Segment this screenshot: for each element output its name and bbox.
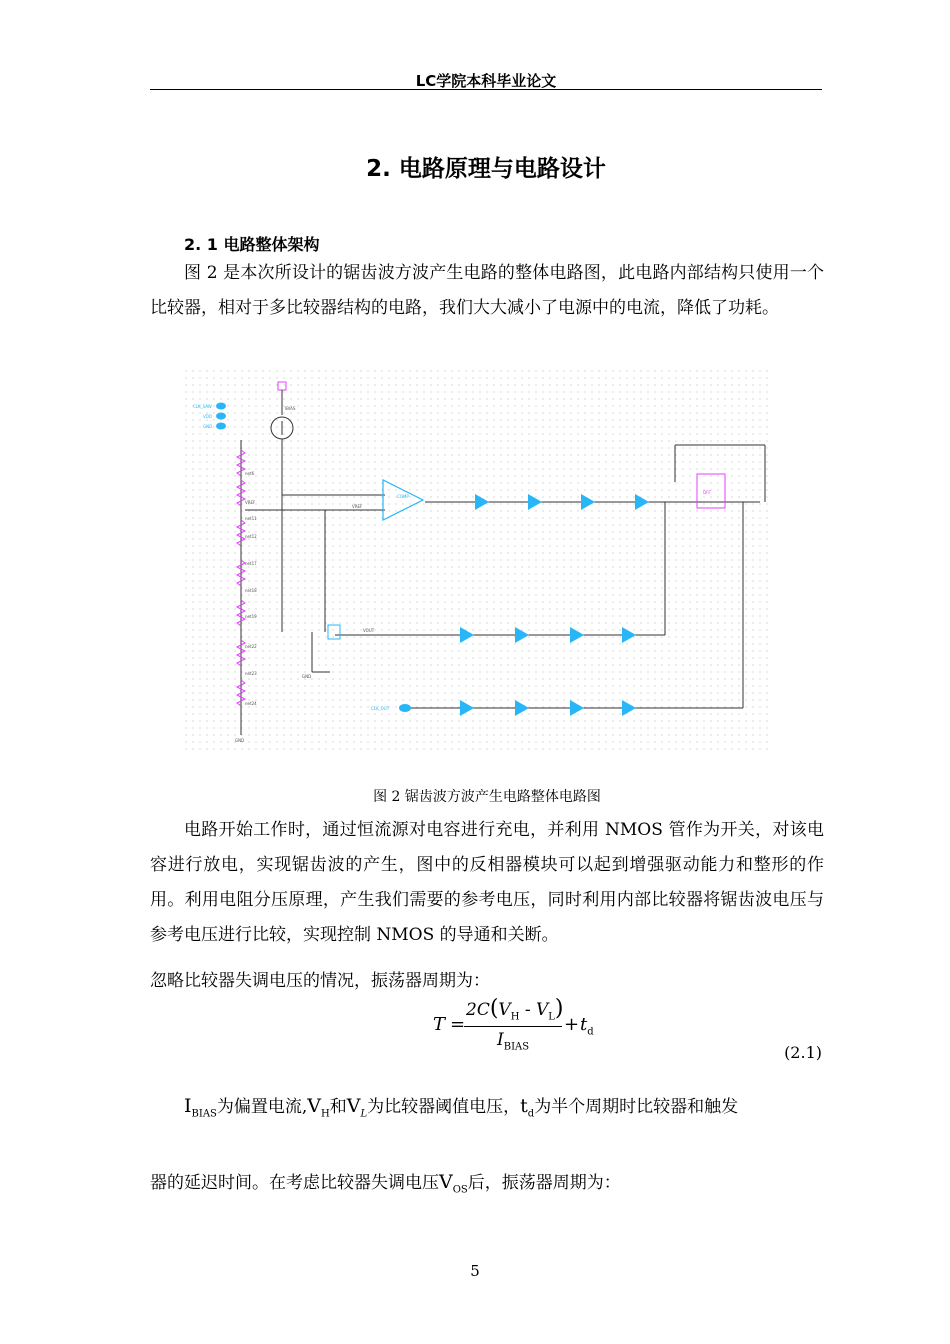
section-title: 2. 1 电路整体架构	[184, 235, 320, 254]
ladder-label: net6	[245, 471, 255, 476]
paragraph-intro: 图 2 是本次所设计的锯齿波方波产生电路的整体电路图，此电路内部结构只使用一个比较器，相对于多比较器结构的电路，我们大大减小了电源中的电流，降低了功耗。	[150, 263, 824, 318]
circuit-figure	[185, 370, 773, 754]
formula-lhs: T	[433, 1014, 446, 1035]
equation-2-1	[150, 994, 824, 1064]
variable-explanation-line-2	[150, 1168, 824, 1195]
vl-symbol: V	[346, 1095, 361, 1117]
formula-minus: -	[524, 1000, 531, 1020]
formula-den: I	[497, 1030, 504, 1050]
pin-label: CLK_SAW	[193, 404, 212, 409]
formula-vl-sub: L	[548, 1011, 555, 1023]
td-sub: d	[527, 1108, 535, 1120]
vout-label: VOUT	[363, 628, 375, 633]
paragraph-operation: 电路开始工作时，通过恒流源对电容进行充电，并利用 NMOS 管作为开关，对该电容进行放电，实现锯齿波的产生，图中的反相器模块可以起到增强驱动能力和整形的作用。利用电阻分压原理，产生我们需要的参考电压，同时利用内部比较器将锯齿波电压与参考电压进行比较，实现控制 NMOS 的导通和关断。	[150, 820, 824, 945]
ladder-label: net24	[245, 701, 257, 706]
vos-sub: OS	[452, 1184, 468, 1196]
out-pin-label: CLK_OUT	[371, 706, 390, 711]
circuit-schematic	[185, 370, 773, 754]
ladder-label: net22	[245, 644, 257, 649]
formula-plus: +	[564, 1014, 580, 1035]
formula-denominator	[497, 1030, 529, 1052]
variable-explanation-line-1	[150, 1092, 824, 1119]
pin-label: VDD	[203, 414, 212, 419]
formula-fraction-bar	[464, 1026, 562, 1027]
vl-sub: L	[360, 1108, 368, 1120]
formula-den-sub: BIAS	[503, 1041, 530, 1053]
explain-text-5: 器的延迟时间。在考虑比较器失调电压	[150, 1173, 439, 1193]
dff-label: DFF	[703, 490, 711, 495]
formula-td-sub: d	[587, 1026, 594, 1038]
vh-symbol: V	[307, 1095, 322, 1117]
formula-numerator: $2C(V_H - V_L)$	[466, 996, 564, 1023]
formula-vl: V	[536, 1000, 549, 1020]
vref-label: VREF	[352, 504, 363, 509]
formula-t: t	[580, 1014, 588, 1035]
chapter-title: 2. 电路原理与电路设计	[366, 156, 606, 182]
td-symbol: t	[520, 1095, 528, 1117]
ladder-label: net12	[245, 534, 257, 539]
running-header: LC学院本科毕业论文	[415, 72, 557, 90]
ibias-symbol: I	[184, 1095, 192, 1117]
vos-symbol: V	[439, 1171, 453, 1193]
explain-text-6: 后，振荡器周期为：	[467, 1173, 621, 1193]
explain-text-3: 为比较器阈值电压，	[367, 1097, 521, 1117]
ibias-sub: BIAS	[191, 1108, 217, 1120]
page-number: 5	[470, 1262, 480, 1280]
comp-label: COMP	[397, 494, 409, 499]
gnd-label: GND	[302, 674, 312, 679]
ladder-label: net11	[245, 516, 257, 521]
formula-vh-sub: H	[510, 1011, 520, 1023]
formula-coef: 2C	[466, 1000, 490, 1020]
formula-td	[580, 1014, 594, 1038]
explain-text-1: 为偏置电流,	[216, 1097, 308, 1117]
equation-number: (2.1)	[784, 1043, 822, 1062]
ladder-label: net17	[245, 561, 257, 566]
vh-sub: H	[321, 1108, 330, 1120]
ladder-label: GND	[235, 738, 245, 743]
ladder-label: net23	[245, 671, 257, 676]
ladder-label: net18	[245, 588, 257, 593]
header-rule	[150, 89, 822, 90]
formula-vh: V	[498, 1000, 511, 1020]
ladder-label: net19	[245, 614, 257, 619]
ibias-label: IBIAS	[285, 406, 296, 411]
formula-eq: =	[450, 1014, 466, 1035]
figure-caption: 图 2 锯齿波方波产生电路整体电路图	[373, 789, 601, 805]
pin-label: GND	[203, 424, 213, 429]
ladder-label: VREF	[245, 500, 256, 505]
explain-text-4: 为半个周期时比较器和触发	[534, 1097, 739, 1117]
paragraph-period-intro: 忽略比较器失调电压的情况，振荡器周期为：	[150, 971, 490, 991]
grid-background	[185, 370, 773, 754]
explain-text-2: 和	[329, 1097, 347, 1117]
